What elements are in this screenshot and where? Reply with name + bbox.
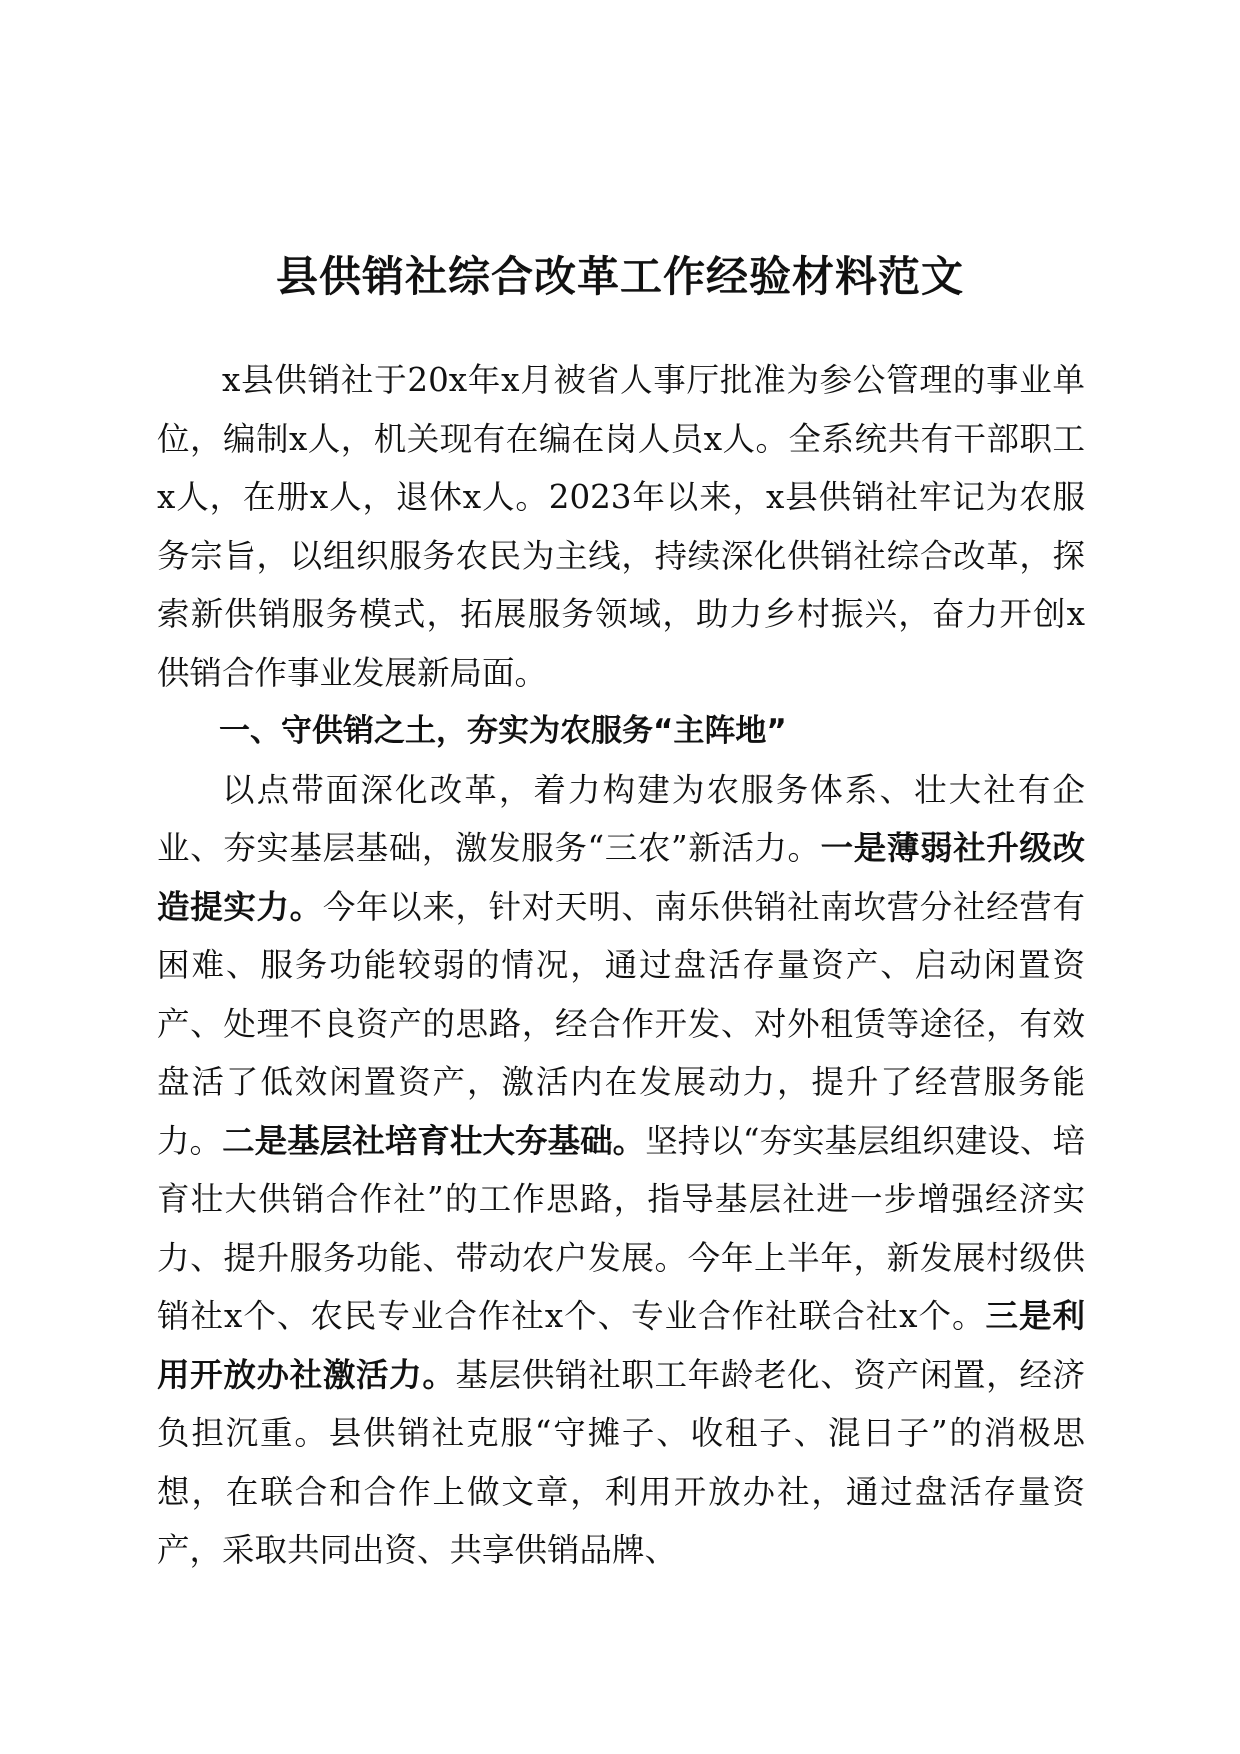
document-body [157, 351, 1085, 1580]
document-title: 县供销社综合改革工作经验材料范文 [275, 252, 964, 301]
point-3-text: 基层供销社职工年龄老化、资产闲置，经济负担沉重。县供销社克服“守摊子、收租子、混日子”的消极思想，在联合和合作上做文章，利用开放办社，通过盘活存量资产，采取共同出资、共享供销品牌、 [157, 1355, 1085, 1569]
section-heading: 一、守供销之土，夯实为农服务“主阵地” [219, 713, 787, 749]
bold-point-3: 三是利用开放办社激活力。 [157, 1297, 1085, 1394]
section-paragraph [157, 761, 1085, 1580]
point-2-text: 坚持以“夯实基层组织建设、培育壮大供销合作社”的工作思路，指导基层社进一步增强经济实力、提升服务功能、带动农户发展。今年上半年，新发展村级供销社x个、农民专业合作社x个、专业合作社联合社x个。 [157, 1121, 1085, 1335]
intro-paragraph: x县供销社于20x年x月被省人事厅批准为参公管理的事业单位，编制x人，机关现有在编在岗人员x人。全系统共有干部职工x人，在册x人，退休x人。2023年以来，x县供销社牢记为农服务宗旨，以组织服务农民为主线，持续深化供销社综合改革，探索新供销服务模式，拓展服务领域，助力乡村振兴，奋力开创x供销合作事业发展新局面。 [157, 361, 1085, 692]
bold-point-1: 一是薄弱社升级改造提实力。 [157, 829, 1085, 926]
paragraph-lead-text: 以点带面深化改革，着力构建为农服务体系、壮大社有企业、夯实基层基础，激发服务“三农”新活力。 [157, 770, 1085, 867]
bold-point-2: 二是基层社培育壮大夯基础。 [222, 1121, 646, 1160]
point-1-text: 今年以来，针对天明、南乐供销社南坎营分社经营有困难、服务功能较弱的情况，通过盘活存量资产、启动闲置资产、处理不良资产的思路，经合作开发、对外租赁等途径，有效盘活了低效闲置资产，激活内在发展动力，提升了经营服务能力。 [157, 887, 1085, 1160]
